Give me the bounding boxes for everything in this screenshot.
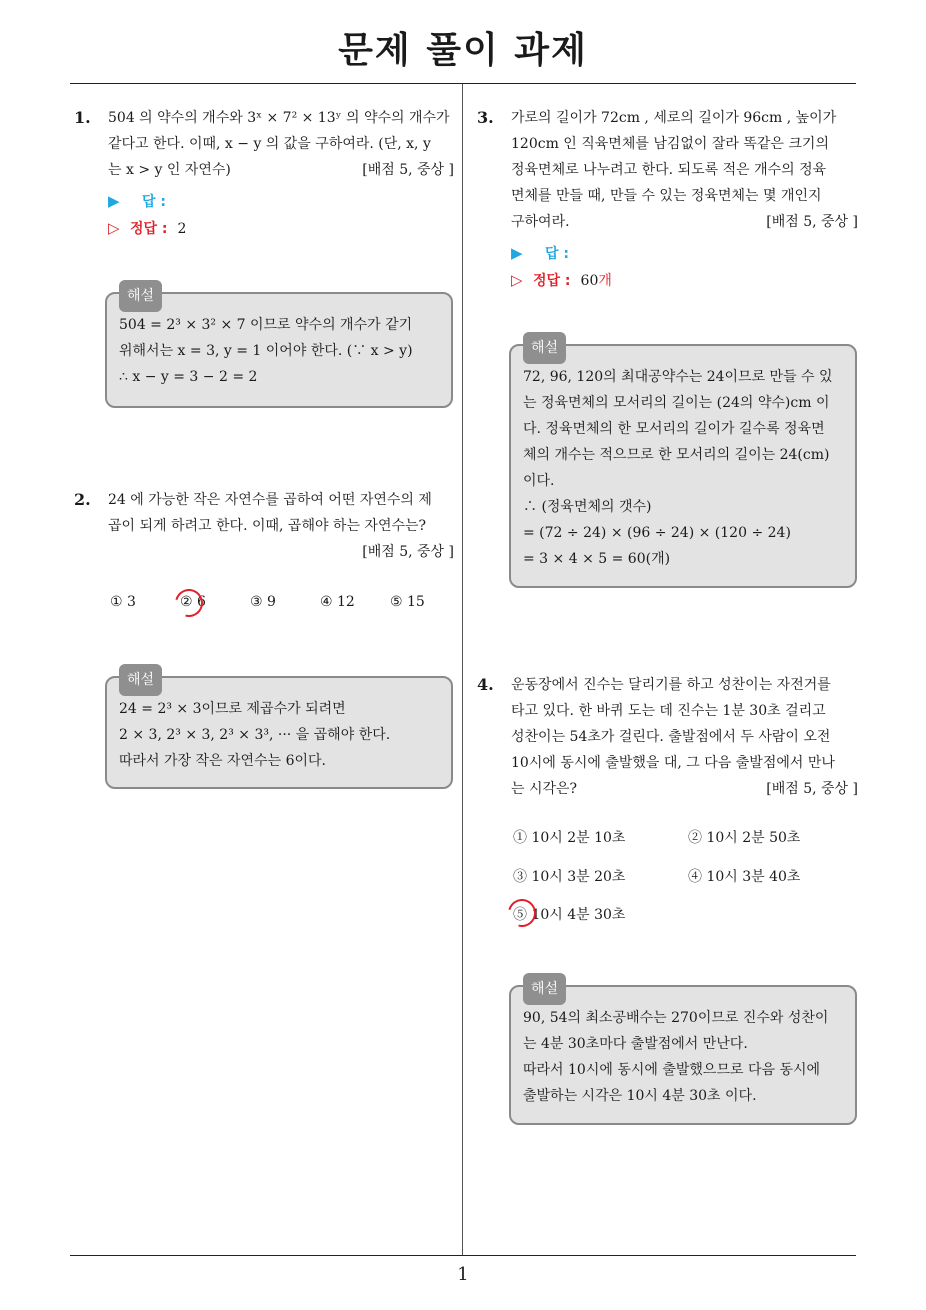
choice-item[interactable]: ② 10시 2분 50초 bbox=[688, 830, 801, 846]
choices-2 bbox=[110, 594, 450, 618]
problem-line: 120cm 인 직육면체를 남김없이 잘라 똑같은 크기의 bbox=[511, 136, 829, 152]
problem-line: 성찬이는 54초가 걸린다. 출발점에서 두 사람이 오전 bbox=[511, 729, 831, 745]
score-label: [배점 5, 중상 ] bbox=[362, 544, 454, 560]
solution-line: 72, 96, 120의 최대공약수는 24이므로 만들 수 있 bbox=[523, 369, 833, 385]
correct-answer-line bbox=[511, 267, 612, 294]
outline-triangle-icon: ▷ bbox=[511, 271, 523, 289]
outline-triangle-icon: ▷ bbox=[108, 219, 120, 237]
problem-3 bbox=[477, 105, 858, 295]
correct-answer-label: 정답 : bbox=[130, 221, 168, 237]
solution-line: ∴ (정육면체의 갯수) bbox=[523, 499, 652, 515]
solution-line: 이다. bbox=[523, 473, 555, 489]
solution-line: 따라서 10시에 동시에 출발했으므로 다음 동시에 bbox=[523, 1062, 821, 1078]
problem-number: 2. bbox=[74, 490, 91, 509]
solution-line: 다. 정육면체의 한 모서리의 길이가 길수록 정육면 bbox=[523, 421, 825, 437]
solution-line: = (72 ÷ 24) × (96 ÷ 24) × (120 ÷ 24) bbox=[523, 525, 791, 541]
solution-line: ∴ x − y = 3 − 2 = 2 bbox=[119, 369, 258, 385]
problem-4 bbox=[477, 672, 858, 802]
choice-item-selected[interactable]: ⑤ 10시 4분 30초 bbox=[513, 907, 626, 923]
title-rule bbox=[70, 83, 856, 84]
correct-answer-label: 정답 : bbox=[533, 273, 571, 289]
problem-line: 면체를 만들 때, 만들 수 있는 정육면체는 몇 개인지 bbox=[511, 188, 822, 204]
problem-line bbox=[108, 539, 454, 565]
correct-answer-unit: 개 bbox=[598, 273, 612, 289]
page-number: 1 bbox=[457, 1264, 469, 1285]
choice-item[interactable]: ④ 10시 3분 40초 bbox=[688, 869, 801, 885]
problem-number: 1. bbox=[74, 108, 91, 127]
problem-line: 곱이 되게 하려고 한다. 이때, 곱해야 하는 자연수는? bbox=[108, 518, 427, 534]
problem-line: 는 x > y 인 자연수) [배점 5, 중상 ] bbox=[108, 157, 454, 183]
correct-answer-line bbox=[108, 215, 186, 242]
solution-box-3 bbox=[509, 340, 857, 588]
solution-box-4 bbox=[509, 981, 857, 1125]
footer-rule bbox=[70, 1255, 856, 1256]
problem-line: 는 시각은? [배점 5, 중상 ] bbox=[511, 776, 858, 802]
solution-line: 2 × 3, 2³ × 3, 2³ × 3³, ··· 을 곱해야 한다. bbox=[119, 727, 391, 743]
solution-line: 90, 54의 최소공배수는 270이므로 진수와 성찬이 bbox=[523, 1010, 829, 1026]
problem-text bbox=[108, 105, 454, 183]
solution-tag: 해설 bbox=[119, 664, 162, 696]
answer-input-line[interactable] bbox=[511, 240, 569, 267]
solution-line: 따라서 가장 작은 자연수는 6이다. bbox=[119, 753, 326, 769]
choice-item[interactable]: ③ 10시 3분 20초 bbox=[513, 869, 626, 885]
problem-line: 10시에 동시에 출발했을 대, 그 다음 출발점에서 만나 bbox=[511, 755, 835, 771]
choice-item[interactable]: ① 3 bbox=[110, 594, 136, 610]
problem-line: 가로의 길이가 72cm , 세로의 길이가 96cm , 높이가 bbox=[511, 110, 837, 126]
play-triangle-icon: ▶ bbox=[108, 192, 120, 210]
answer-circle-mark bbox=[170, 584, 208, 622]
problem-2 bbox=[74, 487, 454, 567]
answer-label: 답 : bbox=[142, 194, 166, 210]
problem-line: 정육면체로 나누려고 한다. 되도록 적은 개수의 정육 bbox=[511, 162, 827, 178]
column-divider bbox=[462, 84, 463, 1256]
score-label: [배점 5, 중상 ] bbox=[362, 162, 454, 178]
problem-text bbox=[511, 105, 858, 235]
problem-number: 3. bbox=[477, 108, 494, 127]
choice-item[interactable]: ① 10시 2분 10초 bbox=[513, 830, 626, 846]
choices-4 bbox=[513, 827, 853, 927]
problem-number: 4. bbox=[477, 675, 494, 694]
solution-line: 504 = 2³ × 3² × 7 이므로 약수의 개수가 같기 bbox=[119, 317, 413, 333]
answer-label: 답 : bbox=[545, 246, 569, 262]
problem-line: 타고 있다. 한 바퀴 도는 데 진수는 1분 30초 걸리고 bbox=[511, 703, 826, 719]
solution-tag: 해설 bbox=[119, 280, 162, 312]
answer-circle-mark bbox=[503, 894, 541, 932]
solution-line: = 3 × 4 × 5 = 60(개) bbox=[523, 551, 671, 567]
problem-1 bbox=[74, 105, 454, 245]
solution-tag: 해설 bbox=[523, 332, 566, 364]
choice-item[interactable]: ③ 9 bbox=[250, 594, 276, 610]
page-title: 문제 풀이 과제 bbox=[338, 30, 588, 71]
solution-line: 는 4분 30초마다 출발점에서 만난다. bbox=[523, 1036, 748, 1052]
solution-box-1 bbox=[105, 288, 453, 408]
answer-input-line[interactable] bbox=[108, 188, 166, 215]
solution-line: 위해서는 x = 3, y = 1 이어야 한다. (∵ x > y) bbox=[119, 343, 413, 359]
correct-answer-value: 60 bbox=[580, 273, 599, 289]
correct-answer-value: 2 bbox=[177, 221, 187, 237]
solution-line: 출발하는 시각은 10시 4분 30초 이다. bbox=[523, 1088, 757, 1104]
choice-item[interactable]: ④ 12 bbox=[320, 594, 355, 610]
choice-item-selected[interactable]: ② 6 bbox=[180, 594, 206, 610]
score-label: [배점 5, 중상 ] bbox=[766, 214, 858, 230]
play-triangle-icon: ▶ bbox=[511, 244, 523, 262]
problem-text bbox=[511, 672, 858, 802]
choice-item[interactable]: ⑤ 15 bbox=[390, 594, 425, 610]
solution-box-2 bbox=[105, 672, 453, 789]
problem-line: 운동장에서 진수는 달리기를 하고 성찬이는 자전거를 bbox=[511, 677, 831, 693]
problem-line: 24 에 가능한 작은 자연수를 곱하여 어떤 자연수의 제 bbox=[108, 492, 432, 508]
problem-line: 504 의 약수의 개수와 3ˣ × 7² × 13ʸ 의 약수의 개수가 bbox=[108, 110, 450, 126]
solution-line: 체의 개수는 적으므로 한 모서리의 길이는 24(cm) bbox=[523, 447, 830, 463]
problem-text bbox=[108, 487, 454, 565]
solution-tag: 해설 bbox=[523, 973, 566, 1005]
solution-line: 는 정육면체의 모서리의 길이는 (24의 약수)cm 이 bbox=[523, 395, 830, 411]
score-label: [배점 5, 중상 ] bbox=[766, 781, 858, 797]
solution-line: 24 = 2³ × 3이므로 제곱수가 되려면 bbox=[119, 701, 346, 717]
problem-line: 구하여라. [배점 5, 중상 ] bbox=[511, 209, 858, 235]
problem-line: 같다고 한다. 이때, x − y 의 값을 구하여라. (단, x, y bbox=[108, 136, 431, 152]
